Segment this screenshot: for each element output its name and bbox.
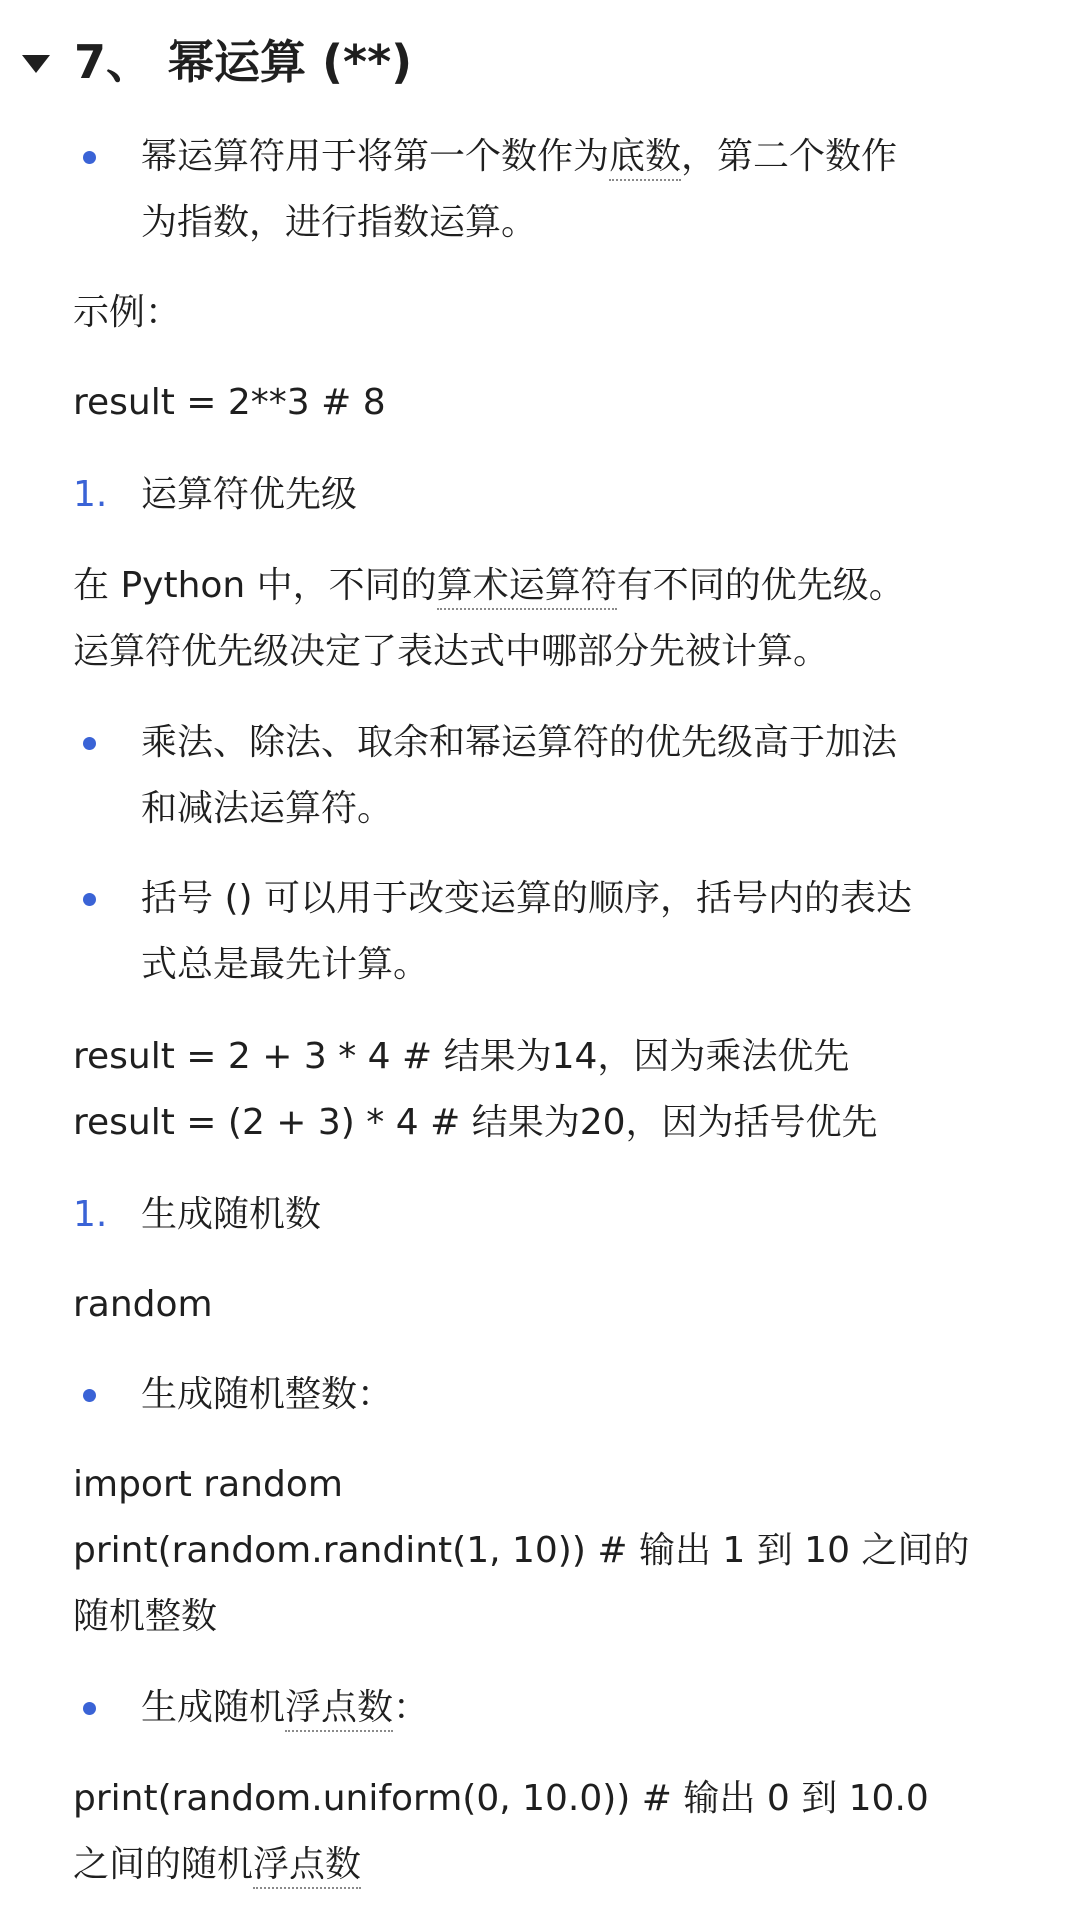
list-item [73,1675,1033,1741]
bullet-icon [83,1389,96,1402]
text-span: ： [393,1687,430,1728]
text-span: 幂运算符用于将第一个数作为 [141,136,610,177]
list-item [73,710,1033,842]
text-span: ，第二个数作 [681,136,898,177]
list-item-text [141,1675,1033,1741]
list-item-text: 生成随机整数： [141,1374,394,1415]
paragraph-line: 运算符优先级决定了表达式中哪部分先被计算。 [73,631,830,672]
glossary-term-link[interactable]: 浮点数 [253,1844,361,1889]
collapse-caret-icon[interactable] [22,55,50,73]
list-item-text: 括号 () 可以用于改变运算的顺序，括号内的表达 [141,878,912,919]
glossary-term-link[interactable]: 底数 [609,136,681,181]
list-number: 1. [73,1194,108,1235]
module-name: random [73,1284,213,1325]
section-heading[interactable] [22,22,412,102]
code-line: import random [73,1464,343,1505]
code-line [73,1832,1033,1898]
bullet-icon [83,151,96,164]
list-item-text [141,124,1033,190]
list-item-text: 为指数，进行指数运算。 [141,202,538,243]
numbered-heading [73,462,1033,528]
glossary-term-link[interactable]: 算术运算符 [437,565,617,610]
bullet-icon [83,1702,96,1715]
bullet-icon [83,893,96,906]
list-item-text: 式总是最先计算。 [141,944,430,985]
numbered-heading-text: 运算符优先级 [141,474,358,515]
numbered-heading [73,1182,1033,1248]
text-span: 之间的随机 [73,1844,254,1885]
glossary-term-link[interactable]: 浮点数 [285,1687,393,1732]
code-line: print(random.randint(1, 10)) # 输出 1 到 10 之间的 [73,1530,970,1571]
section-title: 7、 幂运算 (**) [74,35,413,89]
numbered-heading-text: 生成随机数 [141,1194,322,1235]
bullet-icon [83,737,96,750]
code-line: result = (2 + 3) * 4 # 结果为20，因为括号优先 [73,1102,878,1143]
paragraph-line [73,553,1033,619]
list-number: 1. [73,474,108,515]
list-item [73,1362,1033,1428]
list-item-text: 和减法运算符。 [141,788,394,829]
code-line: result = 2 + 3 * 4 # 结果为14，因为乘法优先 [73,1036,850,1077]
list-item-text: 乘法、除法、取余和幂运算符的优先级高于加法 [141,722,898,763]
text-span: 在 Python 中，不同的 [73,565,437,606]
text-span: 有不同的优先级。 [616,565,905,606]
list-item [73,124,1033,256]
list-item [73,866,1033,998]
code-line: result = 2**3 # 8 [73,382,386,423]
text-span: 生成随机 [141,1687,286,1728]
example-label: 示例： [73,292,182,333]
code-line: print(random.uniform(0, 10.0)) # 输出 0 到 10.0 [73,1778,929,1819]
code-line: 随机整数 [73,1596,218,1637]
